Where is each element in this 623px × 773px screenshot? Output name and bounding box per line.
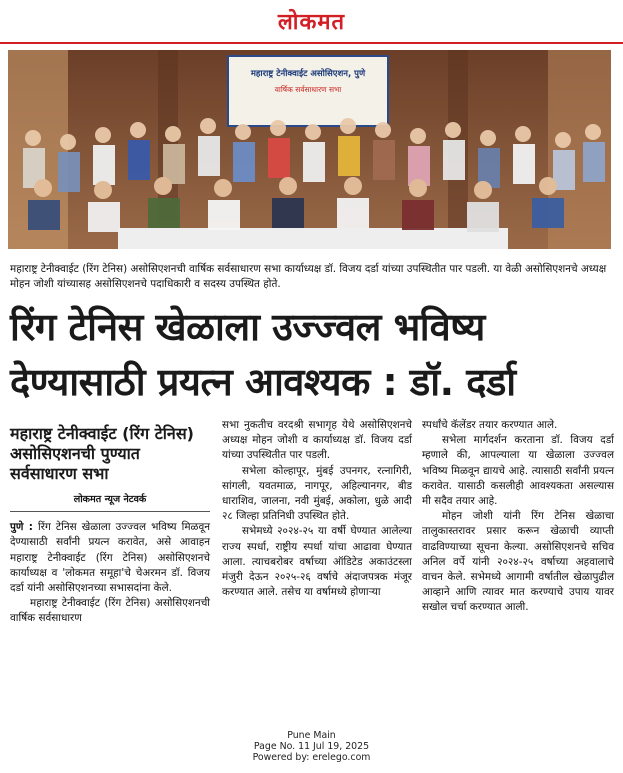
article-column-3 — [422, 418, 614, 616]
dateline: पुणे : — [10, 521, 33, 534]
paragraph: सभेला कोल्हापूर, मुंबई उपनगर, रत्नागिरी, सांगली, यवतमाळ, नागपूर, अहिल्यानगर, बीड धाराशिव, जालना, नवी मुंबई, अकोला, धुळे आदी २८ जिल्हा प्रतिनिधी उपस्थित होते. — [222, 464, 412, 523]
paragraph: स्पर्धांचे कॅलेंडर तयार करण्यात आले. — [422, 419, 558, 431]
article-subhead: महाराष्ट्र टेनीक्वाईट (रिंग टेनिस) असोसिएशनची पुण्यात सर्वसाधारण सभा — [10, 424, 194, 483]
footer-page: Page No. 11 Jul 19, 2025 — [253, 741, 370, 752]
article-byline: लोकमत न्यूज नेटवर्क — [10, 492, 210, 512]
headline-line-1: रिंग टेनिस खेळाला उज्ज्वल भविष्य — [10, 305, 485, 349]
group-photo-illustration — [8, 50, 611, 249]
paragraph: सभेला मार्गदर्शन करताना डॉ. विजय दर्डा म्हणाले की, आपल्याला या खेळाला उज्ज्वल भविष्य मिळवून द्यायचे आहे. त्यासाठी सर्वांनी प्रयत्न करावेत. यासाठी कसलीही आवश्यकता असल्यास मी सदैव तयार आहे. — [422, 434, 614, 508]
paragraph — [10, 520, 210, 596]
paragraph-text: रिंग टेनिस खेळाला उज्ज्वल भविष्य मिळवून देण्यासाठी सर्वांनी प्रयत्न करावेत, असे आवाहन महाराष्ट्र टेनीक्वाईट (रिंग टेनिस) असोसिएशनचे कार्याध्यक्ष व 'लोकमत समूहा'चे चेअरमन डॉ. विजय दर्डा यांनी असोसिएशनच्या सभासदांना केले. — [10, 521, 211, 595]
paragraph: महाराष्ट्र टेनीक्वाईट (रिंग टेनिस) असोसिएशनची वार्षिक सर्वसाधारण — [10, 597, 210, 625]
headline — [10, 300, 614, 410]
footer-edition: Pune Main — [287, 730, 336, 741]
article-column-1 — [10, 418, 210, 627]
banner-subtext: वार्षिक सर्वसाधारण सभा — [274, 85, 342, 94]
paragraph: सभेमध्ये २०२४-२५ या वर्षी घेण्यात आलेल्या राज्य स्पर्धा, राष्ट्रीय स्पर्धा यांचा आढावा घेण्यात आला. त्याचबरोबर वर्षाच्या ऑडिटेड अकाउंटस्ला मंजुरी देऊन २०२५-२६ वर्षाचे अंदाजपत्रक मंजूर करण्यात आले. तसेच या वर्षामध्ये होणाऱ्या — [222, 525, 412, 599]
paragraph: मोहन जोशी यांनी रिंग टेनिस खेळाचा तालुकास्तरावर प्रसार करून खेळाची व्याप्ती वाढविण्याच्या सूचना केल्या. असोसिएशनचे सचिव अनिल वर्पे यांनी २०२४-२५ वर्षाच्या अहवालाचे वाचन केले. सभेमध्ये आगामी वर्षातील खेळापुढील आव्हाने आणि त्यावर मात करण्याचे उपाय यावर सखोल चर्चा करण्यात आली. — [422, 510, 614, 614]
group-photo — [8, 50, 611, 249]
banner-text: महाराष्ट्र टेनीक्वाईट असोसिएशन, पुणे — [250, 69, 366, 79]
masthead — [0, 0, 623, 44]
newspaper-logo: लोकमत — [277, 9, 346, 35]
footer-powered-link[interactable]: Powered by: erelego.com — [252, 752, 371, 763]
paragraph: सभा नुकतीच वरदश्री सभागृह येथे असोसिएशनचे अध्यक्ष मोहन जोशी व कार्याध्यक्ष डॉ. विजय दर्डा यांच्या उपस्थितीत पार पडली. — [222, 419, 412, 462]
photo-caption: महाराष्ट्र टेनीक्वाईट (रिंग टेनिस) असोसिएशनची वार्षिक सर्वसाधारण सभा कार्याध्यक्ष डॉ. विजय दर्डा यांच्या उपस्थितीत पार पडली. या वेळी असोसिएशनचे अध्यक्ष मोहन जोशी यांच्यासह असोसिएशनचे पदाधिकारी व सदस्य उपस्थित होते. — [10, 263, 607, 290]
masthead-rule — [0, 42, 623, 44]
page-footer — [0, 730, 623, 763]
headline-line-2: देण्यासाठी प्रयत्न आवश्यक : डॉ. दर्डा — [10, 360, 516, 404]
article-column-2 — [222, 418, 412, 600]
